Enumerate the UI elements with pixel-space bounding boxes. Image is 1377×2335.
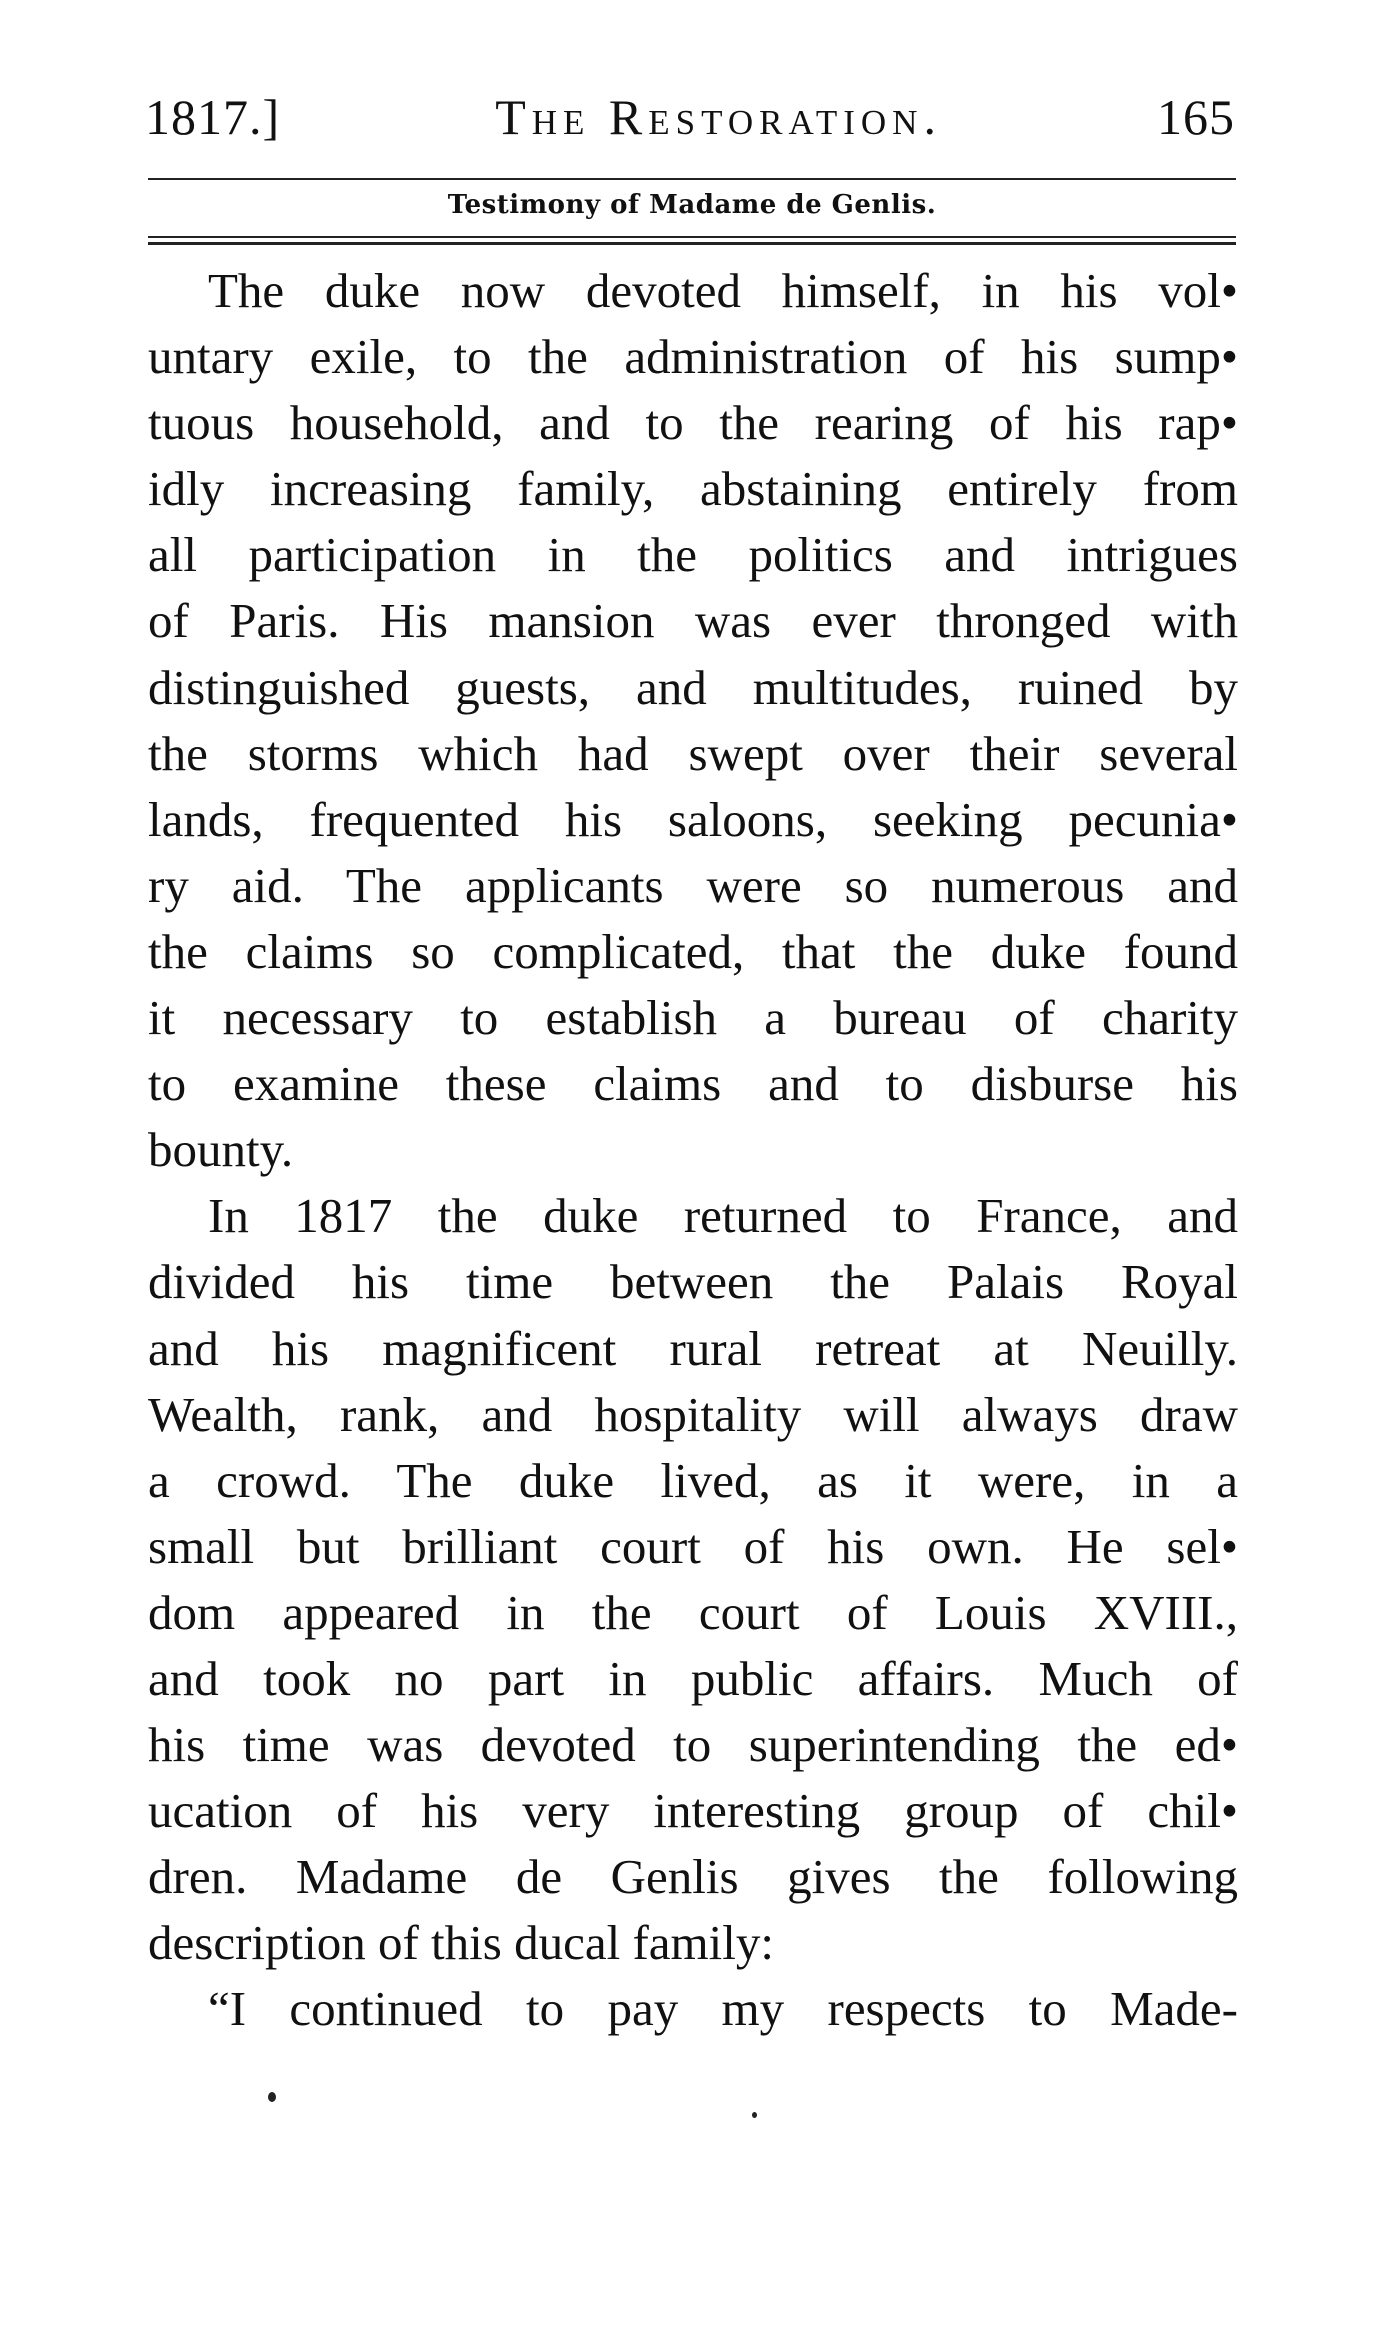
text-line: “I continued to pay my respects to Made- <box>208 1981 1238 2037</box>
text-line: a crowd. The duke lived, as it were, in a <box>148 1452 1238 1508</box>
text-line: the storms which had swept over their several <box>148 725 1238 781</box>
text-line: all participation in the politics and intrigues <box>148 527 1238 583</box>
text-line: of Paris. His mansion was ever thronged with <box>148 593 1238 649</box>
subheading-double-rule <box>148 236 1236 245</box>
text-line: ucation of his very interesting group of chil• <box>148 1783 1238 1839</box>
header-year: 1817.] <box>145 89 281 145</box>
text-line: description of this ducal family: <box>148 1915 774 1971</box>
header-rule <box>148 178 1236 180</box>
text-line: dom appeared in the court of Louis XVIII., <box>148 1584 1238 1640</box>
text-line: small but brilliant court of his own. He sel• <box>148 1518 1238 1574</box>
text-line: it necessary to establish a bureau of charity <box>148 990 1238 1046</box>
text-line: untary exile, to the administration of his sump• <box>148 329 1238 385</box>
text-line: bounty. <box>148 1122 294 1178</box>
text-line: ry aid. The applicants were so numerous and <box>148 857 1238 913</box>
text-line: and took no part in public affairs. Much of <box>148 1650 1238 1706</box>
ink-speck <box>268 2092 276 2102</box>
body-text <box>148 258 1238 2043</box>
running-head <box>145 88 1235 158</box>
text-line: The duke now devoted himself, in his vol• <box>208 263 1238 318</box>
text-line: tuous household, and to the rearing of his rap• <box>148 395 1238 451</box>
text-line: the claims so complicated, that the duke found <box>148 923 1238 979</box>
ink-speck <box>752 2112 757 2118</box>
text-line: distinguished guests, and multitudes, ruined by <box>148 659 1238 715</box>
text-line: In 1817 the duke returned to France, and <box>208 1188 1238 1244</box>
text-line: his time was devoted to superintending the ed• <box>148 1717 1238 1773</box>
page-number: 165 <box>1157 89 1235 145</box>
text-line: lands, frequented his saloons, seeking pecunia• <box>148 791 1238 847</box>
section-subheading: Testimony of Madame de Genlis. <box>447 190 937 220</box>
text-line: idly increasing family, abstaining entirely from <box>148 461 1238 517</box>
text-line: and his magnificent rural retreat at Neuilly. <box>148 1320 1238 1376</box>
text-line: to examine these claims and to disburse his <box>148 1056 1238 1112</box>
text-line: divided his time between the Palais Royal <box>148 1254 1238 1310</box>
text-line: dren. Madame de Genlis gives the following <box>148 1849 1238 1905</box>
header-title: The Restoration. <box>495 89 942 145</box>
text-line: Wealth, rank, and hospitality will always draw <box>148 1386 1238 1442</box>
